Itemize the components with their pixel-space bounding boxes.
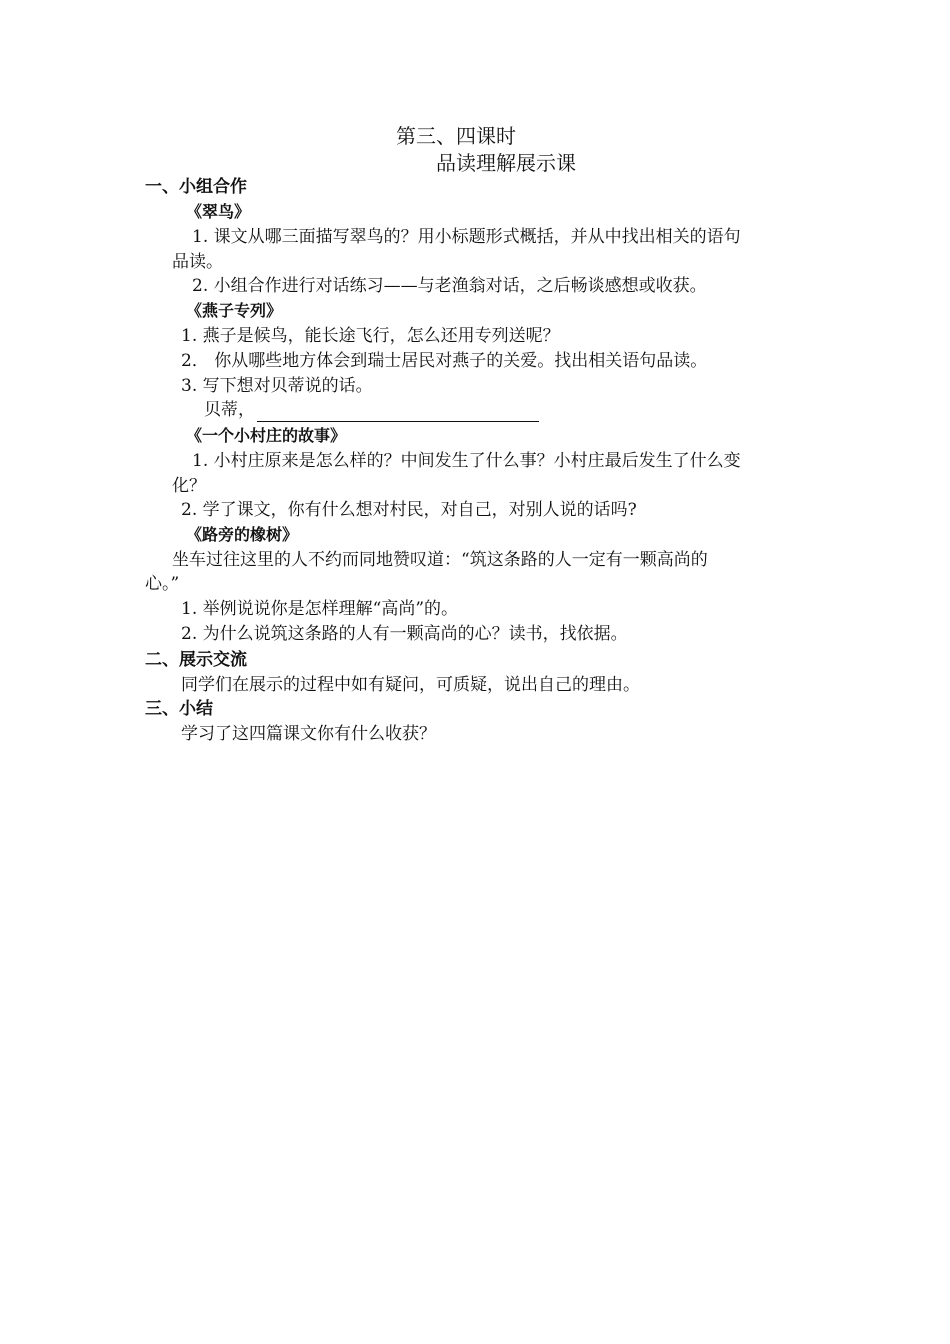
question-line: 3. 写下想对贝蒂说的话。 [181,376,373,396]
question-line: 1. 课文从哪三面描写翠鸟的？用小标题形式概括，并从中找出相关的语句 [192,227,741,247]
question-line: 2． 你从哪些地方体会到瑞士居民对燕子的关爱。找出相关语句品读。 [181,351,708,371]
title-line-2: 品读理解展示课 [436,151,576,175]
question-line: 2. 小组合作进行对话练习——与老渔翁对话，之后畅谈感想或收获。 [192,276,707,296]
lesson-title-xiangshu: 《路旁的橡树》 [186,525,299,544]
quote-line: 心。” [145,574,180,594]
question-line: 2. 为什么说筑这条路的人有一颗高尚的心？读书，找依据。 [181,624,628,644]
question-line: 品读。 [172,252,223,272]
quote-line: 坐车过往这里的人不约而同地赞叹道：“筑这条路的人一定有一颗高尚的 [172,550,708,570]
fill-in-prefix: 贝蒂， [204,400,255,420]
fill-in-line [204,398,539,422]
lesson-title-cuiniao: 《翠鸟》 [186,202,251,221]
question-line: 1. 小村庄原来是怎么样的？中间发生了什么事？小村庄最后发生了什么变 [192,451,741,471]
question-line: 2. 学了课文，你有什么想对村民，对自己，对别人说的话吗? [181,500,637,520]
section-heading-1: 一、小组合作 [145,177,247,197]
question-line: 化？ [172,476,206,496]
lesson-title-xiaocunzhuang: 《一个小村庄的故事》 [186,426,347,445]
section-heading-3: 三、小结 [145,699,213,719]
question-line: 1. 燕子是候鸟，能长途飞行，怎么还用专列送呢？ [181,326,560,346]
question-line: 1. 举例说说你是怎样理解“高尚”的。 [181,599,459,619]
body-text: 学习了这四篇课文你有什么收获？ [181,724,436,744]
lesson-title-yanzi: 《燕子专列》 [186,301,283,320]
section-heading-2: 二、展示交流 [145,650,247,670]
body-text: 同学们在展示的过程中如有疑问，可质疑，说出自己的理由。 [181,675,640,695]
fill-in-blank [257,403,539,422]
title-line-1: 第三、四课时 [396,124,516,148]
